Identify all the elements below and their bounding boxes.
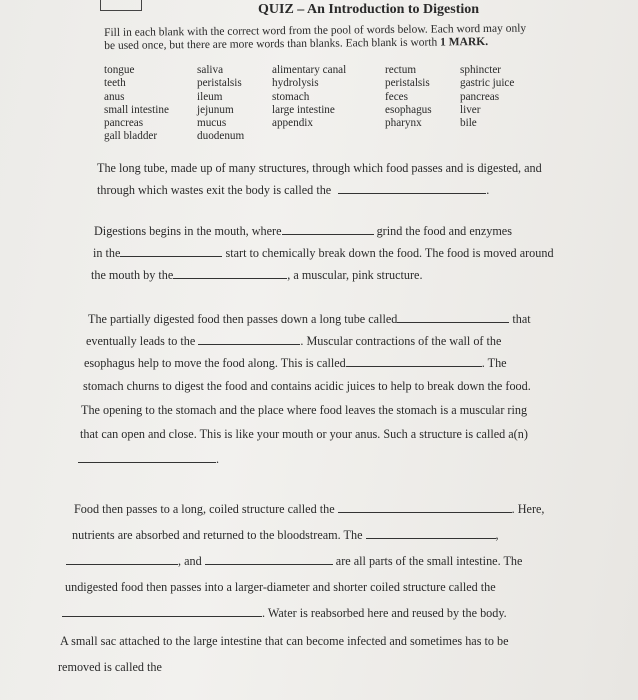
word-bank-col-4 (385, 64, 432, 130)
q4-text: . Water is reabsorbed here and reused by the body. (262, 606, 507, 620)
word-bank-col-3 (272, 64, 346, 130)
q4-line-4: undigested food then passes into a larger-diameter and shorter coiled structure called the (65, 580, 496, 594)
q3-blank-3[interactable] (346, 365, 482, 367)
q3-line-5: The opening to the stomach and the place where food leaves the stomach is a muscular ring (81, 403, 528, 417)
q2-text: , a muscular, pink structure. (287, 268, 423, 282)
word: pharynx (385, 117, 422, 130)
word: duodenum (197, 130, 245, 143)
q4-text: nutrients are absorbed and returned to the bloodstream. The (72, 528, 363, 542)
q2-blank-2[interactable] (120, 255, 222, 257)
q2-line-3 (91, 268, 423, 283)
q2-blank-3[interactable] (173, 277, 287, 279)
word: teeth (104, 77, 126, 90)
q3-text: . Muscular contractions of the wall of the (300, 334, 502, 348)
q4-blank-3[interactable] (66, 563, 178, 565)
instructions-text: be used once, but there are more words than blanks. Each blank is worth (104, 36, 441, 52)
q2-text: grind the food and enzymes (376, 224, 512, 238)
word: liver (460, 103, 481, 116)
corner-box (100, 0, 142, 11)
q3-text: that (512, 312, 531, 326)
word: small intestine (104, 103, 169, 116)
word: jejunum (197, 103, 234, 116)
q3-text: eventually leads to the (86, 334, 196, 348)
q2-text: Digestions begins in the mouth, where (94, 224, 282, 238)
q4-text: are all parts of the small intestine. The (335, 554, 523, 568)
word: alimentary canal (272, 64, 347, 76)
q4-line-6: A small sac attached to the large intestine that can become infected and sometimes has to be (60, 634, 509, 648)
q3-line-3 (84, 356, 507, 371)
q1-line-2 (97, 183, 489, 198)
word: gastric juice (460, 77, 515, 90)
q3-blank-1[interactable] (397, 321, 509, 323)
q2-blank-1[interactable] (282, 233, 374, 235)
q3-text: esophagus help to move the food along. This is called (84, 356, 346, 370)
instructions (104, 22, 574, 53)
q1-blank[interactable] (338, 192, 486, 194)
word: saliva (197, 64, 224, 76)
word-bank-col-2 (197, 64, 244, 144)
word: mucus (197, 117, 227, 130)
q4-blank-2[interactable] (366, 537, 496, 539)
word-bank-col-5 (460, 64, 514, 130)
instructions-line-1: Fill in each blank with the correct word from the pool of words below. Each word may only (104, 22, 527, 39)
q2-line-1 (94, 224, 512, 239)
word: gall bladder (104, 130, 158, 143)
q4-text: . Here, (511, 502, 545, 516)
word: bile (460, 117, 477, 130)
q4-text: , and (178, 554, 202, 568)
word: rectum (385, 64, 417, 76)
q2-text: in the (93, 246, 121, 260)
word: peristalsis (385, 77, 430, 90)
q1-period: . (486, 183, 490, 197)
q4-line-1 (74, 502, 544, 517)
word: stomach (272, 90, 310, 103)
q2-text: start to chemically break down the food. The food is moved around (225, 246, 554, 260)
word: ileum (197, 90, 223, 103)
q3-line-4: stomach churns to digest the food and contains acidic juices to help to break down the food. (83, 379, 531, 393)
q3-line-7 (78, 452, 219, 467)
word: pancreas (460, 90, 500, 103)
q3-blank-2[interactable] (198, 343, 300, 345)
q4-blank-5[interactable] (62, 615, 262, 617)
word: feces (385, 90, 408, 103)
word: appendix (272, 117, 314, 130)
q4-line-3 (66, 554, 522, 569)
quiz-title: QUIZ – An Introduction to Digestion (258, 2, 480, 17)
word: anus (104, 90, 125, 103)
q4-blank-1[interactable] (338, 511, 512, 513)
word: large intestine (272, 103, 335, 116)
q4-text: , (495, 528, 499, 542)
q4-text: Food then passes to a long, coiled structure called the (74, 502, 335, 516)
q4-line-7: removed is called the (58, 660, 162, 674)
q3-line-2 (86, 334, 501, 349)
q3-line-6: that can open and close. This is like your mouth or your anus. Such a structure is called a(n) (80, 427, 528, 441)
q1-line-1: The long tube, made up of many structures, through which food passes and is digested, and (97, 161, 542, 175)
word: hydrolysis (272, 77, 319, 90)
q4-line-2 (72, 528, 499, 543)
q3-text: The partially digested food then passes down a long tube called (88, 312, 398, 326)
word-bank-col-1 (104, 64, 169, 144)
q3-blank-4[interactable] (78, 461, 216, 463)
word: sphincter (460, 64, 502, 76)
q4-line-5 (62, 606, 507, 621)
word: esophagus (385, 103, 432, 116)
q3-text: . The (481, 356, 507, 370)
q4-blank-4[interactable] (205, 563, 333, 565)
q1-text: through which wastes exit the body is called the (97, 183, 332, 197)
instructions-marks: 1 MARK. (440, 35, 489, 49)
word: pancreas (104, 117, 144, 130)
word: tongue (104, 64, 135, 76)
q3-period: . (216, 452, 220, 466)
q3-line-1 (88, 312, 531, 327)
q2-text: the mouth by the (91, 268, 174, 282)
q2-line-2 (93, 246, 554, 261)
word: peristalsis (197, 77, 242, 90)
